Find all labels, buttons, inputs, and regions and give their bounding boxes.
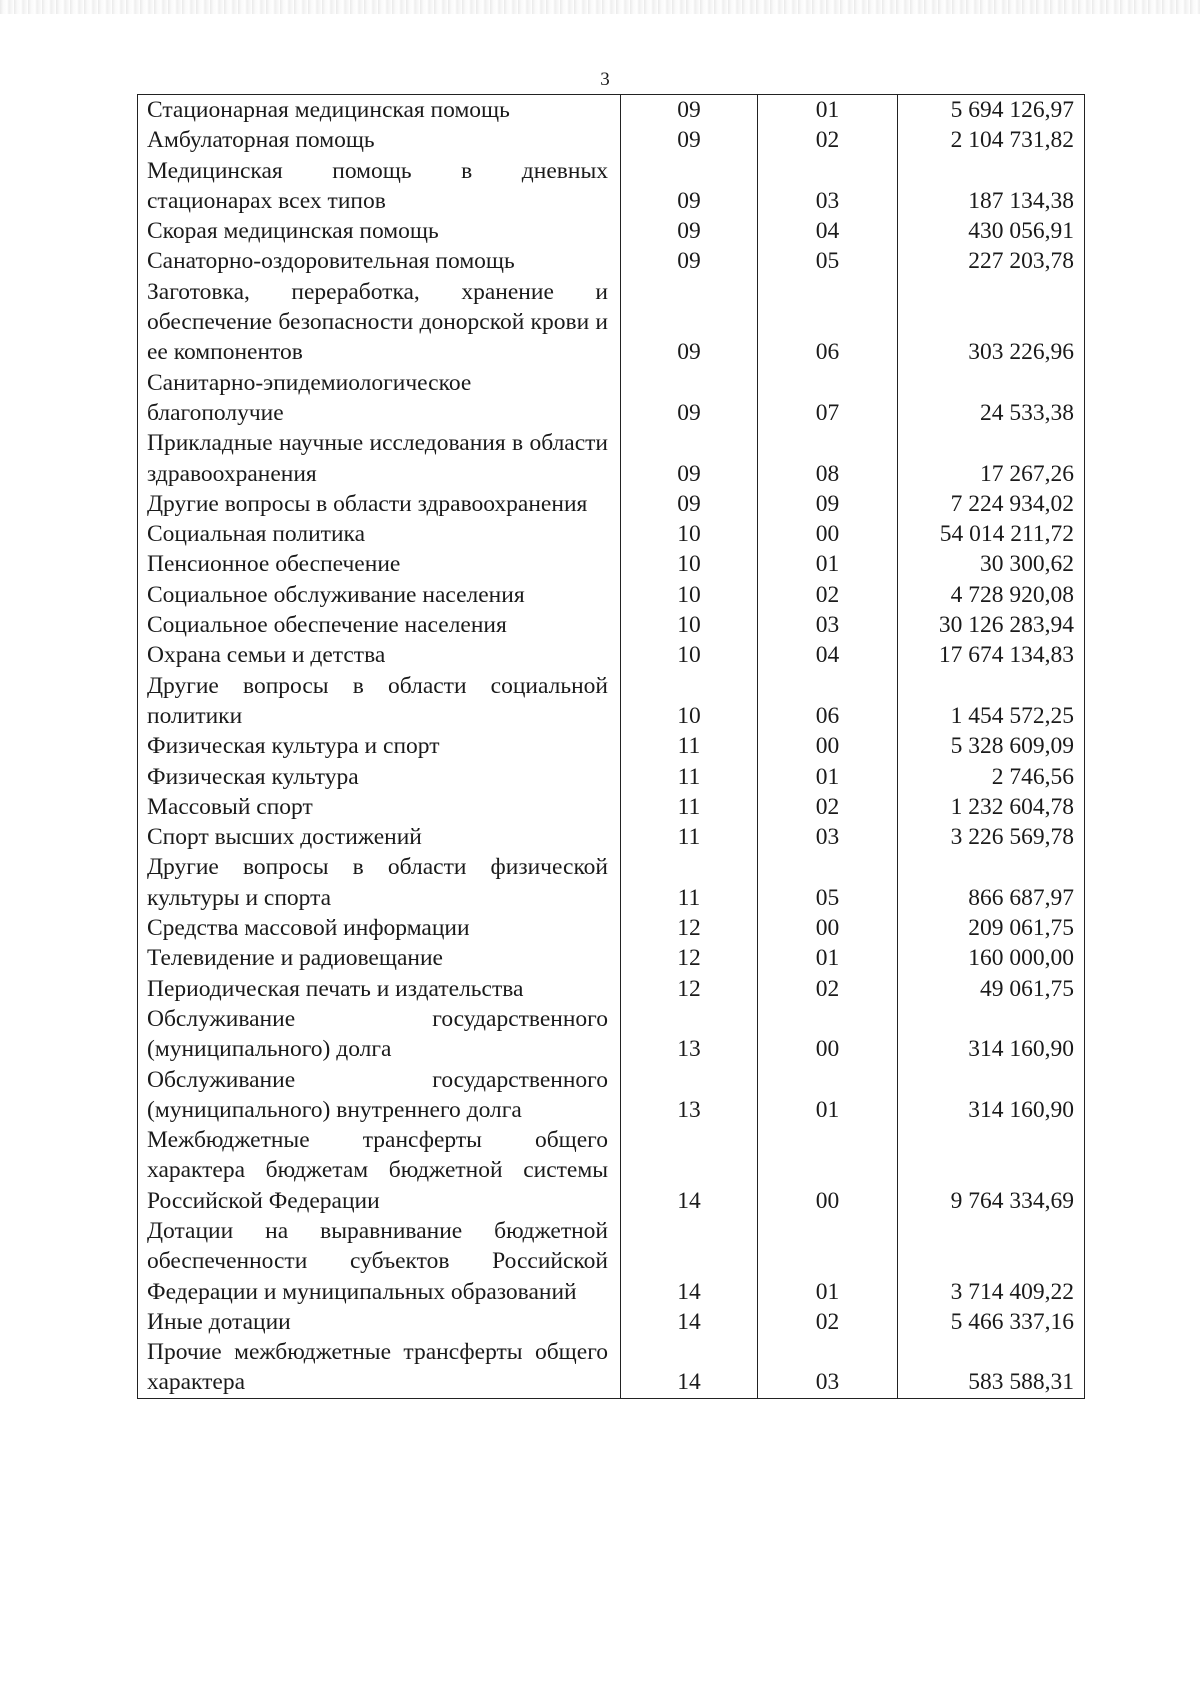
row-section-code: 14 xyxy=(621,1125,758,1216)
row-amount: 583 588,31 xyxy=(898,1337,1085,1398)
row-amount: 5 328 609,09 xyxy=(898,731,1085,761)
row-amount: 9 764 334,69 xyxy=(898,1125,1085,1216)
row-amount: 209 061,75 xyxy=(898,913,1085,943)
row-name: Прикладные научные исследования в области здравоохранения xyxy=(138,428,621,489)
table-row xyxy=(138,913,1085,943)
row-name: Межбюджетные трансферты общего характера бюджетам бюджетной системы Российской Федерации xyxy=(138,1125,621,1216)
row-section-code: 14 xyxy=(621,1337,758,1398)
row-subsection-code: 04 xyxy=(758,216,898,246)
row-name: Спорт высших достижений xyxy=(138,822,621,852)
row-subsection-code: 02 xyxy=(758,125,898,155)
table-row xyxy=(138,519,1085,549)
table-row xyxy=(138,1307,1085,1337)
row-name: Скорая медицинская помощь xyxy=(138,216,621,246)
row-name: Другие вопросы в области здравоохранения xyxy=(138,489,621,519)
row-subsection-code: 09 xyxy=(758,489,898,519)
budget-table xyxy=(137,94,1085,1399)
row-section-code: 12 xyxy=(621,943,758,973)
table-row xyxy=(138,640,1085,670)
row-subsection-code: 08 xyxy=(758,428,898,489)
row-name: Другие вопросы в области физической культуры и спорта xyxy=(138,852,621,913)
row-section-code: 09 xyxy=(621,156,758,217)
row-amount: 30 126 283,94 xyxy=(898,610,1085,640)
row-section-code: 12 xyxy=(621,913,758,943)
row-subsection-code: 03 xyxy=(758,156,898,217)
row-subsection-code: 00 xyxy=(758,519,898,549)
row-name: Средства массовой информации xyxy=(138,913,621,943)
row-subsection-code: 06 xyxy=(758,277,898,368)
row-section-code: 11 xyxy=(621,822,758,852)
row-name: Стационарная медицинская помощь xyxy=(138,95,621,126)
table-row xyxy=(138,1065,1085,1126)
row-amount: 17 267,26 xyxy=(898,428,1085,489)
table-row xyxy=(138,216,1085,246)
row-section-code: 14 xyxy=(621,1307,758,1337)
row-amount: 24 533,38 xyxy=(898,368,1085,429)
row-subsection-code: 00 xyxy=(758,913,898,943)
row-name: Обслуживание государственного (муниципального) долга xyxy=(138,1004,621,1065)
table-row xyxy=(138,428,1085,489)
row-subsection-code: 01 xyxy=(758,95,898,126)
table-row xyxy=(138,246,1085,276)
row-amount: 866 687,97 xyxy=(898,852,1085,913)
row-section-code: 10 xyxy=(621,671,758,732)
row-subsection-code: 00 xyxy=(758,731,898,761)
row-amount: 314 160,90 xyxy=(898,1004,1085,1065)
row-name: Иные дотации xyxy=(138,1307,621,1337)
table-row xyxy=(138,974,1085,1004)
row-section-code: 11 xyxy=(621,762,758,792)
row-section-code: 11 xyxy=(621,792,758,822)
row-amount: 303 226,96 xyxy=(898,277,1085,368)
row-name: Амбулаторная помощь xyxy=(138,125,621,155)
row-section-code: 10 xyxy=(621,580,758,610)
row-section-code: 13 xyxy=(621,1004,758,1065)
row-amount: 160 000,00 xyxy=(898,943,1085,973)
table-row xyxy=(138,852,1085,913)
row-section-code: 09 xyxy=(621,95,758,126)
row-subsection-code: 05 xyxy=(758,246,898,276)
row-section-code: 10 xyxy=(621,610,758,640)
budget-table-body xyxy=(138,95,1085,1399)
row-section-code: 11 xyxy=(621,852,758,913)
row-subsection-code: 02 xyxy=(758,1307,898,1337)
table-row xyxy=(138,792,1085,822)
row-name: Периодическая печать и издательства xyxy=(138,974,621,1004)
table-row xyxy=(138,1337,1085,1398)
row-name: Пенсионное обеспечение xyxy=(138,549,621,579)
row-subsection-code: 00 xyxy=(758,1004,898,1065)
row-section-code: 14 xyxy=(621,1216,758,1307)
row-subsection-code: 03 xyxy=(758,822,898,852)
row-name: Социальная политика xyxy=(138,519,621,549)
row-amount: 227 203,78 xyxy=(898,246,1085,276)
row-section-code: 12 xyxy=(621,974,758,1004)
row-subsection-code: 01 xyxy=(758,762,898,792)
row-subsection-code: 03 xyxy=(758,1337,898,1398)
table-row xyxy=(138,156,1085,217)
row-name: Массовый спорт xyxy=(138,792,621,822)
row-section-code: 09 xyxy=(621,125,758,155)
row-subsection-code: 02 xyxy=(758,974,898,1004)
row-amount: 1 232 604,78 xyxy=(898,792,1085,822)
row-name: Прочие межбюджетные трансферты общего характера xyxy=(138,1337,621,1398)
table-row xyxy=(138,943,1085,973)
row-section-code: 09 xyxy=(621,246,758,276)
row-name: Другие вопросы в области социальной политики xyxy=(138,671,621,732)
row-amount: 5 466 337,16 xyxy=(898,1307,1085,1337)
row-section-code: 10 xyxy=(621,519,758,549)
table-row xyxy=(138,580,1085,610)
table-row xyxy=(138,671,1085,732)
row-section-code: 13 xyxy=(621,1065,758,1126)
row-name: Обслуживание государственного (муниципального) внутреннего долга xyxy=(138,1065,621,1126)
row-amount: 30 300,62 xyxy=(898,549,1085,579)
table-row xyxy=(138,125,1085,155)
table-row xyxy=(138,95,1085,126)
row-name: Физическая культура и спорт xyxy=(138,731,621,761)
row-subsection-code: 02 xyxy=(758,580,898,610)
table-row xyxy=(138,610,1085,640)
row-section-code: 10 xyxy=(621,640,758,670)
row-subsection-code: 05 xyxy=(758,852,898,913)
row-section-code: 09 xyxy=(621,277,758,368)
row-name: Социальное обслуживание населения xyxy=(138,580,621,610)
row-section-code: 09 xyxy=(621,368,758,429)
row-amount: 4 728 920,08 xyxy=(898,580,1085,610)
row-section-code: 09 xyxy=(621,489,758,519)
row-amount: 2 104 731,82 xyxy=(898,125,1085,155)
row-name: Санитарно-эпидемиологическое благополучие xyxy=(138,368,621,429)
row-name: Заготовка, переработка, хранение и обеспечение безопасности донорской крови и ее компонентов xyxy=(138,277,621,368)
table-row xyxy=(138,549,1085,579)
page-number: 3 xyxy=(600,69,610,90)
scan-artifact xyxy=(0,0,1200,14)
table-row xyxy=(138,277,1085,368)
row-subsection-code: 01 xyxy=(758,943,898,973)
row-amount: 3 226 569,78 xyxy=(898,822,1085,852)
row-amount: 5 694 126,97 xyxy=(898,95,1085,126)
row-name: Охрана семьи и детства xyxy=(138,640,621,670)
table-row xyxy=(138,1216,1085,1307)
table-row xyxy=(138,1004,1085,1065)
row-section-code: 10 xyxy=(621,549,758,579)
table-row xyxy=(138,822,1085,852)
row-amount: 187 134,38 xyxy=(898,156,1085,217)
row-subsection-code: 01 xyxy=(758,1216,898,1307)
row-amount: 17 674 134,83 xyxy=(898,640,1085,670)
row-amount: 49 061,75 xyxy=(898,974,1085,1004)
row-section-code: 09 xyxy=(621,428,758,489)
row-subsection-code: 04 xyxy=(758,640,898,670)
table-row xyxy=(138,1125,1085,1216)
row-subsection-code: 02 xyxy=(758,792,898,822)
table-row xyxy=(138,368,1085,429)
row-subsection-code: 00 xyxy=(758,1125,898,1216)
row-subsection-code: 01 xyxy=(758,1065,898,1126)
row-amount: 3 714 409,22 xyxy=(898,1216,1085,1307)
row-name: Физическая культура xyxy=(138,762,621,792)
row-name: Социальное обеспечение населения xyxy=(138,610,621,640)
row-name: Санаторно-оздоровительная помощь xyxy=(138,246,621,276)
row-amount: 2 746,56 xyxy=(898,762,1085,792)
table-row xyxy=(138,731,1085,761)
row-amount: 430 056,91 xyxy=(898,216,1085,246)
row-name: Дотации на выравнивание бюджетной обеспеченности субъектов Российской Федерации и муниципальных образований xyxy=(138,1216,621,1307)
row-amount: 7 224 934,02 xyxy=(898,489,1085,519)
table-row xyxy=(138,762,1085,792)
table-row xyxy=(138,489,1085,519)
row-section-code: 09 xyxy=(621,216,758,246)
row-amount: 314 160,90 xyxy=(898,1065,1085,1126)
row-name: Медицинская помощь в дневных стационарах всех типов xyxy=(138,156,621,217)
row-subsection-code: 07 xyxy=(758,368,898,429)
row-section-code: 11 xyxy=(621,731,758,761)
row-subsection-code: 06 xyxy=(758,671,898,732)
row-amount: 54 014 211,72 xyxy=(898,519,1085,549)
row-amount: 1 454 572,25 xyxy=(898,671,1085,732)
row-subsection-code: 03 xyxy=(758,610,898,640)
row-name: Телевидение и радиовещание xyxy=(138,943,621,973)
row-subsection-code: 01 xyxy=(758,549,898,579)
